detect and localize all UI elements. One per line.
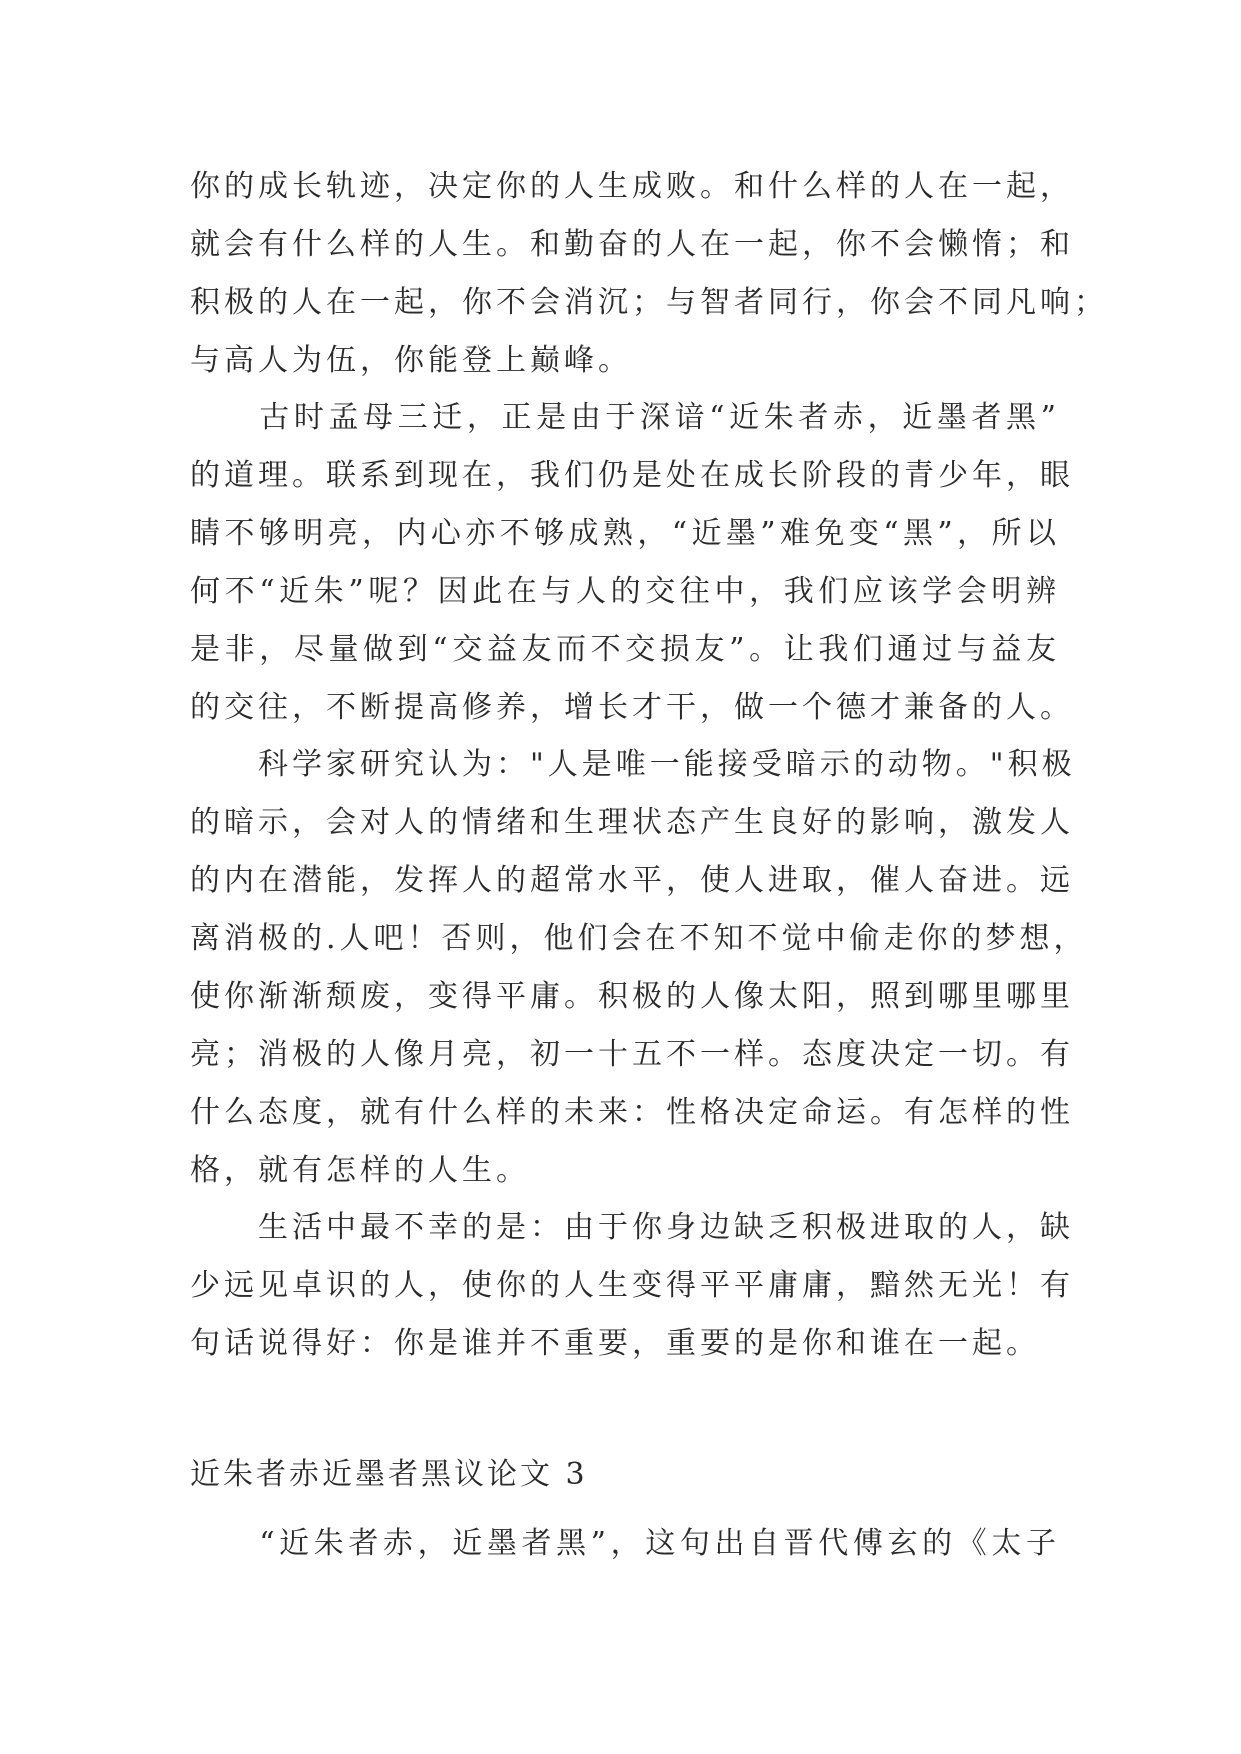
text-line: 什么态度，就有什么样的未来：性格决定命运。有怎样的性 [190, 1095, 1074, 1130]
text-line: 与高人为伍，你能登上巅峰。 [190, 343, 632, 378]
paragraph-2 [190, 389, 1074, 737]
text-line: 积极的人在一起，你不会消沉；与智者同行，你会不同凡响； [190, 285, 1108, 320]
text-line: “近朱者赤，近墨者黑”，这句出自晋代傅玄的《太子 [190, 1526, 1060, 1561]
text-line: 的暗示，会对人的情绪和生理状态产生良好的影响，激发人 [190, 805, 1074, 840]
paragraph-4 [190, 1199, 1074, 1373]
text-line: 亮；消极的人像月亮，初一十五不一样。态度决定一切。有 [190, 1037, 1074, 1072]
text-line: 句话说得好：你是谁并不重要，重要的是你和谁在一起。 [190, 1326, 1040, 1361]
paragraph-1 [190, 158, 1108, 390]
text-line: 何不“近朱”呢？因此在与人的交往中，我们应该学会明辨 [190, 574, 1060, 609]
text-line: 你的成长轨迹，决定你的人生成败。和什么样的人在一起， [190, 169, 1074, 204]
text-line: 少远见卓识的人，使你的人生变得平平庸庸，黯然无光！有 [190, 1268, 1074, 1303]
text-line: 是非，尽量做到“交益友而不交损友”。让我们通过与益友 [190, 632, 1060, 667]
section-heading: 近朱者赤近墨者黑议论文 3 [190, 1457, 588, 1492]
text-line: 的交往，不断提高修养，增长才干，做一个德才兼备的人。 [190, 690, 1074, 725]
text-line: 离消极的.人吧！否则，他们会在不知不觉中偷走你的梦想， [190, 921, 1088, 956]
text-line: 的道理。联系到现在，我们仍是处在成长阶段的青少年，眼 [190, 458, 1074, 493]
paragraph-5 [190, 1515, 1060, 1573]
text-line: 就会有什么样的人生。和勤奋的人在一起，你不会懒惰；和 [190, 227, 1074, 262]
text-line: 生活中最不幸的是：由于你身边缺乏积极进取的人，缺 [190, 1210, 1074, 1245]
text-line: 格，就有怎样的人生。 [190, 1153, 530, 1188]
text-line: 古时孟母三迁，正是由于深谙“近朱者赤，近墨者黑” [190, 400, 1060, 435]
text-line: 科学家研究认为："人是唯一能接受暗示的动物。"积极 [190, 747, 1076, 782]
text-line: 使你渐渐颓废，变得平庸。积极的人像太阳，照到哪里哪里 [190, 979, 1074, 1014]
text-line: 的内在潜能，发挥人的超常水平，使人进取，催人奋进。远 [190, 863, 1074, 898]
paragraph-3 [190, 736, 1088, 1200]
text-line: 睛不够明亮，内心亦不够成熟，“近墨”难免变“黑”，所以 [190, 516, 1060, 551]
